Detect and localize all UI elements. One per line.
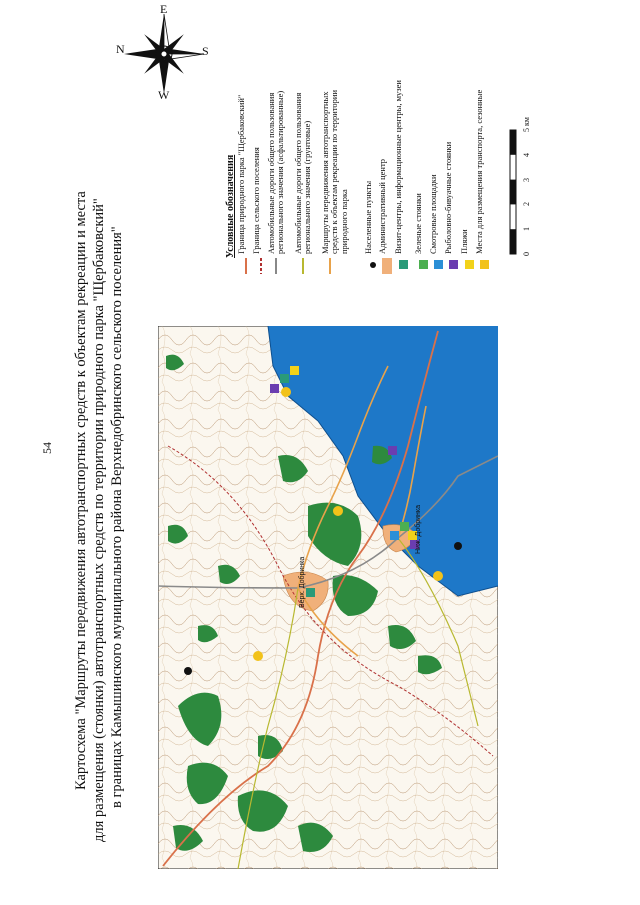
fishing-camp-icon (270, 384, 279, 393)
legend-symbol-dot (370, 262, 376, 268)
legend-symbol-icon (449, 260, 458, 269)
scale-tick-label: 5 км (522, 117, 531, 132)
legend-label: Места для размещения транспорта, сезонные (474, 89, 484, 254)
label-verkh-dobrinka: Верх. Добринка (299, 556, 306, 608)
compass-icon (118, 8, 210, 100)
legend-symbol-line (302, 258, 304, 274)
label-nizh-dobrinka: Ниж. Добринка (415, 504, 422, 554)
legend-label: Пляжи (459, 229, 469, 254)
legend-symbol-fill (382, 258, 392, 274)
scale-tick-label: 0 (522, 252, 531, 256)
seasonal-parking-icon (433, 571, 443, 581)
seasonal-parking-icon (281, 387, 291, 397)
scale-tick-label: 1 (522, 227, 531, 232)
compass-w-label: W (158, 88, 170, 102)
legend-symbol-line (329, 258, 331, 274)
legend-label: Маршруты передвижения автотранспортных средств к объектам рекреации по территории природного парка (320, 89, 349, 254)
compass-e-label: E (160, 2, 168, 16)
scale-tick-label: 4 (522, 152, 531, 157)
seasonal-parking-icon (333, 506, 343, 516)
legend-symbol-line (275, 258, 277, 274)
green-parking-icon (400, 522, 409, 531)
compass-rose (116, 2, 210, 102)
legend-label: Рыболовно-бивуачные стоянки (443, 141, 453, 254)
legend-symbol-dashed-line (260, 258, 262, 274)
map-canvas[interactable] (158, 326, 498, 869)
legend-symbol-icon (465, 260, 474, 269)
legend-label: Административный центр (377, 158, 387, 254)
beach-icon (290, 366, 299, 375)
legend-symbol-icon (419, 260, 428, 269)
legend-label: Граница сельского поселения (251, 147, 261, 254)
legend-label: Населенные пункты (363, 180, 373, 254)
legend-symbol-icon (434, 260, 443, 269)
legend-symbol-line (245, 258, 247, 274)
populated-point-marker (454, 542, 462, 550)
visitor-center-icon (306, 588, 315, 597)
legend-title: Условные обозначения (225, 154, 236, 258)
seasonal-parking-icon (253, 651, 263, 661)
compass-n-label: N (116, 42, 125, 56)
map-area[interactable] (158, 326, 498, 869)
populated-point-marker (184, 667, 192, 675)
page-number: 54 (40, 442, 54, 454)
legend-symbol-icon (399, 260, 408, 269)
fishing-camp-icon (388, 446, 397, 455)
map-title-line-3: в границах Камышинского муниципального района Верхнедобринского сельского поселения" (109, 226, 125, 808)
scale-tick-label: 3 (522, 177, 531, 182)
legend-label: Автомобильные дороги общего пользования регионального значения (асфальтированные) (266, 90, 286, 254)
legend-label: Смотровые площадки (428, 174, 438, 254)
legend-label: Визит-центры, информационные центры, музеи (393, 80, 403, 254)
map-title-line-1: Картосхема "Маршруты передвижения автотранспортных средств к объектам рекреации и места (73, 191, 89, 790)
scale-tick-label: 2 (522, 202, 531, 207)
visitor-center-icon (280, 374, 289, 383)
scale-bar-graphic (508, 128, 520, 256)
compass-s-label: S (202, 44, 209, 58)
viewpoint-icon (390, 531, 399, 540)
legend-label: Автомобильные дороги общего пользования регионального значения (грунтовые) (293, 92, 313, 254)
legend-symbol-icon (480, 260, 489, 269)
legend-label: Граница природного парка "Щербаковский" (236, 94, 246, 254)
map-title-line-2: для размещения (стоянки) автотранспортных средств по территории природного парка "Щербаковский" (91, 198, 107, 842)
legend-label: Зеленые стоянки (413, 193, 423, 254)
